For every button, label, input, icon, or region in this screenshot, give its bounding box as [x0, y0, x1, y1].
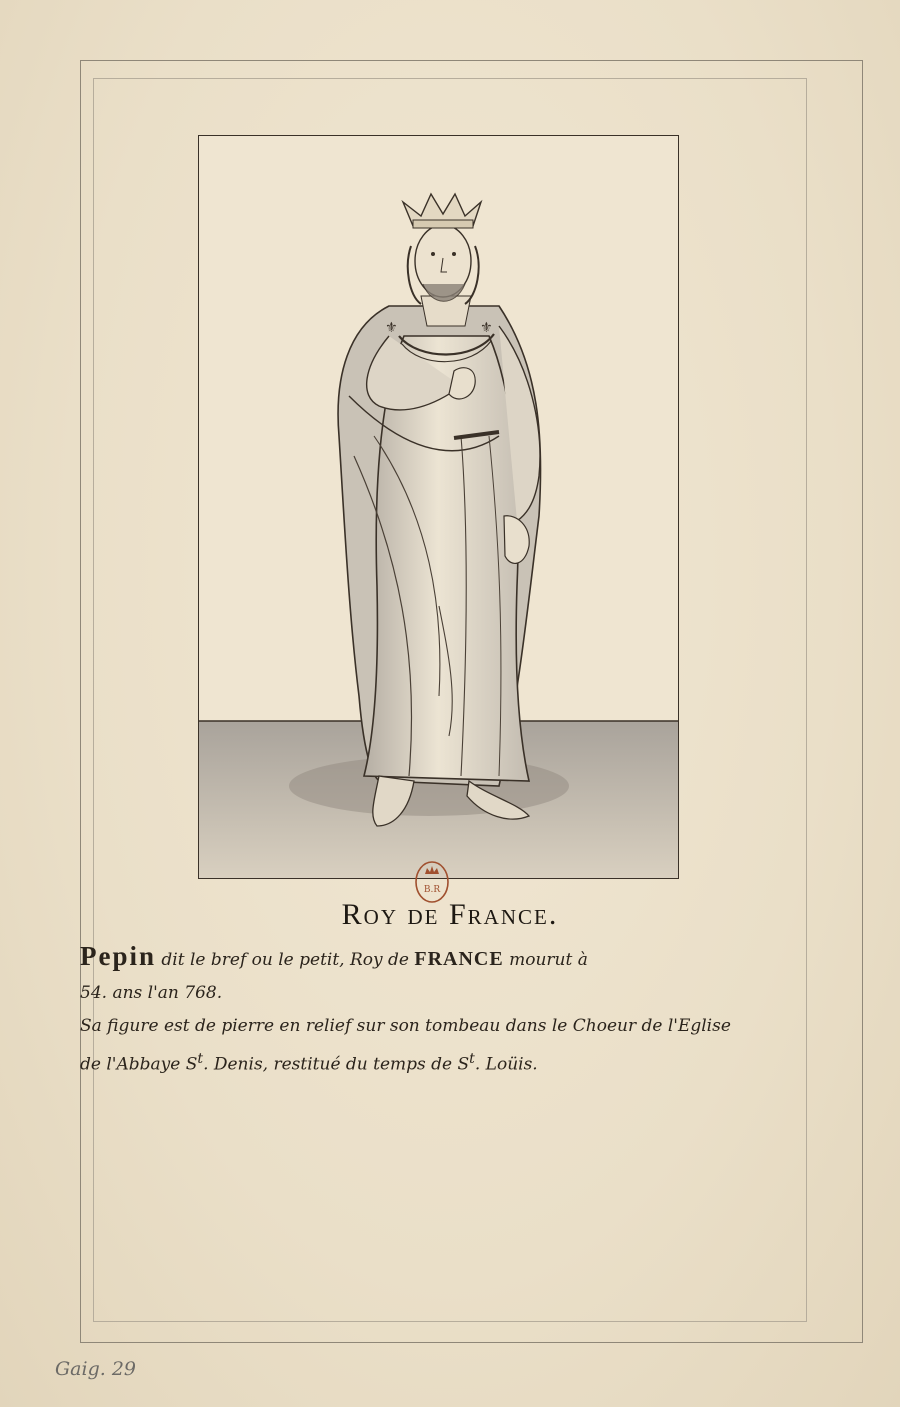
svg-text:B.R: B.R: [423, 885, 441, 895]
caption-line-3: Sa figure est de pierre en relief sur son tombeau dans le Choeur de l'Eglise: [80, 1016, 731, 1036]
caption-fragment: dit le bref ou le petit, Roy de: [156, 950, 415, 970]
svg-text:⚜: ⚜: [480, 320, 493, 336]
shelfmark-annotation: Gaig. 29: [55, 1358, 137, 1380]
caption-fragment: . Loüis.: [474, 1054, 538, 1075]
caption-line-4: [80, 1043, 820, 1082]
caption-fragment: mourut à: [503, 950, 588, 970]
superscript: t: [469, 1051, 475, 1067]
svg-text:⚜: ⚜: [385, 320, 398, 336]
king-name: Pepin: [80, 941, 157, 971]
king-figure-drawing: [199, 136, 679, 879]
illustration-frame: [198, 135, 679, 879]
superscript: t: [197, 1051, 204, 1067]
caption-text: [80, 940, 820, 1082]
caption-fragment: . Denis, restitué du temps de S: [203, 1054, 470, 1075]
caption-fragment: de l'Abbaye S: [80, 1054, 198, 1075]
caption-line-1: [80, 940, 820, 977]
page-title: Roy de France.: [341, 898, 559, 931]
country-name: FRANCE: [414, 948, 504, 970]
caption-line-2: 54. ans l'an 768.: [80, 983, 223, 1003]
